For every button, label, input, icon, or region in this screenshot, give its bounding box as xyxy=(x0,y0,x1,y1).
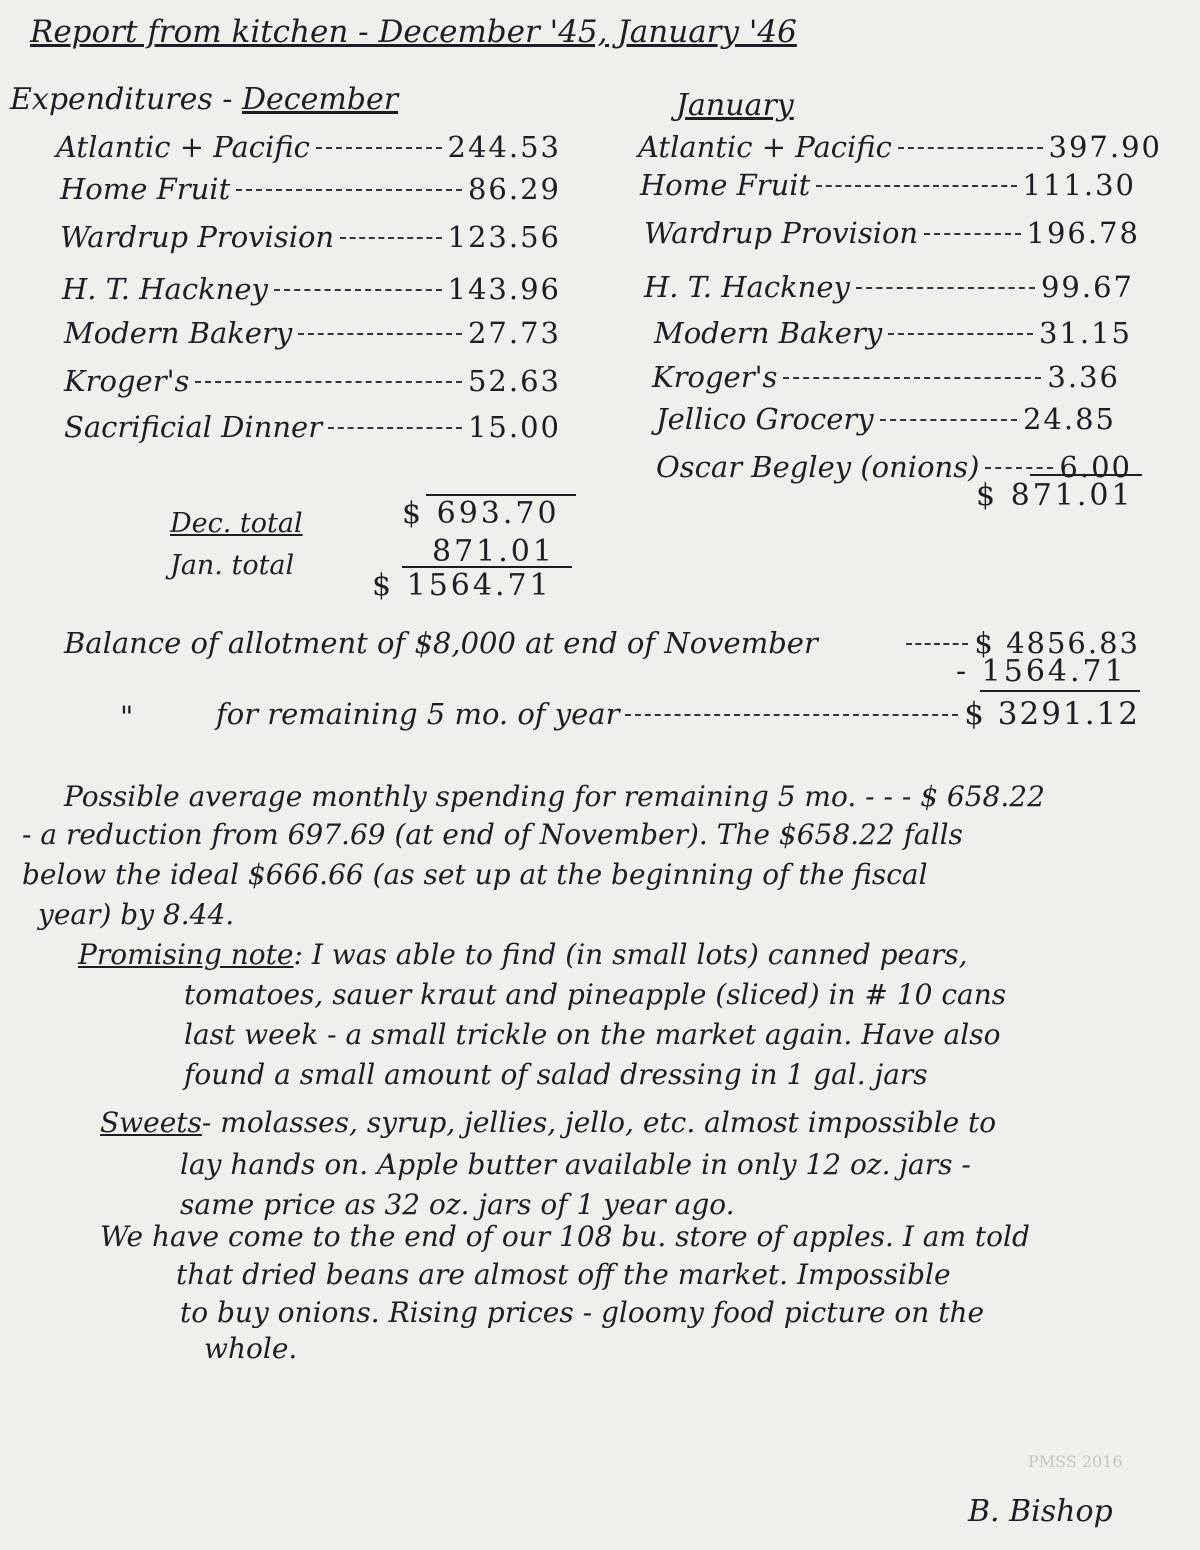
vendor-amount: 31.15 xyxy=(1038,316,1132,350)
leader-dots xyxy=(195,381,462,383)
balance-value-3: $ 3291.12 xyxy=(964,696,1140,732)
leader-dots xyxy=(985,467,1053,469)
vendor-name: Atlantic + Pacific xyxy=(56,130,310,164)
jan-total-label: Jan. total xyxy=(170,550,295,581)
closing-line: We have come to the end of our 108 bu. store of apples. I am told xyxy=(100,1220,1030,1253)
vendor-amount: 123.56 xyxy=(447,220,561,254)
december-row xyxy=(64,364,561,398)
paragraph-line: Possible average monthly spending for remaining 5 mo. - - - $ 658.22 xyxy=(64,780,1045,813)
vendor-amount: 6.00 xyxy=(1059,450,1132,484)
vendor-name: Modern Bakery xyxy=(64,316,293,350)
december-row xyxy=(64,316,561,350)
leader-dots xyxy=(816,185,1016,187)
vendor-amount: 15.00 xyxy=(467,410,561,444)
dec-total-label: Dec. total xyxy=(170,508,303,539)
dec-total-value: $ 693.70 xyxy=(402,496,560,531)
note-line: lay hands on. Apple butter available in only 12 oz. jars - xyxy=(180,1148,971,1181)
note-line: found a small amount of salad dressing in 1 gal. jars xyxy=(184,1058,928,1091)
balance-sum-line xyxy=(980,690,1140,692)
report-title: Report from kitchen - December '45, January '46 xyxy=(30,14,797,50)
vendor-name: H. T. Hackney xyxy=(644,270,850,304)
totals-sum-value: $ 1564.71 xyxy=(372,568,552,603)
leader-dots xyxy=(924,233,1020,235)
leader-dots xyxy=(783,377,1041,379)
vendor-name: H. T. Hackney xyxy=(62,272,268,306)
january-row xyxy=(652,360,1120,394)
vendor-amount: 24.85 xyxy=(1022,402,1116,436)
vendor-name: Kroger's xyxy=(652,360,778,394)
ditto-mark: " xyxy=(120,700,134,734)
december-heading: December xyxy=(241,82,399,117)
vendor-name: Wardrup Provision xyxy=(644,216,919,250)
january-total-value: $ 871.01 xyxy=(976,478,1134,513)
promising-note-line xyxy=(78,938,967,971)
vendor-amount: 99.67 xyxy=(1040,270,1134,304)
december-row xyxy=(60,172,561,206)
leader-dots xyxy=(340,237,441,239)
leader-dots xyxy=(880,419,1017,421)
leader-dots xyxy=(298,333,462,335)
january-row xyxy=(644,270,1134,304)
leader-dots xyxy=(898,147,1043,149)
vendor-name: Kroger's xyxy=(64,364,190,398)
balance-value-2: - 1564.71 xyxy=(956,654,1127,689)
vendor-amount: 397.90 xyxy=(1048,130,1162,164)
vendor-name: Oscar Begley (onions) xyxy=(656,450,980,484)
archive-stamp: PMSS 2016 xyxy=(1028,1452,1123,1471)
paragraph-line: below the ideal $666.66 (as set up at the beginning of the fiscal xyxy=(22,858,928,891)
paragraph-line: year) by 8.44. xyxy=(38,898,235,931)
vendor-amount: 143.96 xyxy=(447,272,561,306)
vendor-amount: 52.63 xyxy=(467,364,561,398)
december-row xyxy=(64,410,561,444)
january-row xyxy=(644,216,1140,250)
vendor-amount: 196.78 xyxy=(1026,216,1140,250)
note-line: same price as 32 oz. jars of 1 year ago. xyxy=(180,1188,735,1221)
closing-line: that dried beans are almost off the market. Impossible xyxy=(176,1258,951,1291)
january-row xyxy=(656,402,1116,436)
december-row xyxy=(62,272,561,306)
vendor-amount: 86.29 xyxy=(467,172,561,206)
vendor-amount: 3.36 xyxy=(1047,360,1120,394)
leader-dots xyxy=(316,147,442,149)
vendor-amount: 244.53 xyxy=(447,130,561,164)
vendor-name: Sacrificial Dinner xyxy=(64,410,323,444)
vendor-amount: 111.30 xyxy=(1022,168,1136,202)
vendor-name: Jellico Grocery xyxy=(656,402,874,436)
paragraph-line: - a reduction from 697.69 (at end of November). The $658.22 falls xyxy=(22,818,963,851)
vendor-name: Wardrup Provision xyxy=(60,220,335,254)
december-row xyxy=(60,220,561,254)
leader-dots xyxy=(328,427,462,429)
vendor-name: Home Fruit xyxy=(60,172,231,206)
vendor-name: Modern Bakery xyxy=(654,316,883,350)
promising-note-label: Promising note xyxy=(78,938,294,971)
sweets-line xyxy=(100,1106,996,1139)
sweets-label: Sweets xyxy=(100,1106,202,1139)
january-sum-line xyxy=(1030,474,1142,476)
balance-line-2-row xyxy=(216,696,1140,732)
expenditures-heading xyxy=(10,82,398,117)
leader-dots xyxy=(625,714,958,716)
promising-note-text: : I was able to find (in small lots) canned pears, xyxy=(293,938,968,971)
december-row xyxy=(56,130,561,164)
leader-dots xyxy=(888,333,1033,335)
balance-line-1: Balance of allotment of $8,000 at end of November xyxy=(64,626,818,660)
leader-dots xyxy=(906,643,968,645)
note-line: tomatoes, sauer kraut and pineapple (sliced) in # 10 cans xyxy=(184,978,1007,1011)
leader-dots xyxy=(236,189,462,191)
balance-line-2: for remaining 5 mo. of year xyxy=(216,697,620,731)
note-line: last week - a small trickle on the market again. Have also xyxy=(184,1018,1001,1051)
vendor-name: Home Fruit xyxy=(640,168,811,202)
leader-dots xyxy=(274,289,442,291)
january-row xyxy=(640,168,1136,202)
leader-dots xyxy=(856,287,1035,289)
jan-total-value: 871.01 xyxy=(432,534,555,569)
balance-value-1: $ 4856.83 xyxy=(974,626,1140,660)
vendor-name: Atlantic + Pacific xyxy=(638,130,892,164)
closing-line: whole. xyxy=(204,1332,298,1365)
expenditures-label: Expenditures - xyxy=(10,82,233,117)
january-row xyxy=(638,130,1162,164)
signature: B. Bishop xyxy=(968,1494,1113,1529)
january-row xyxy=(654,316,1132,350)
closing-line: to buy onions. Rising prices - gloomy food picture on the xyxy=(180,1296,985,1329)
january-heading: January xyxy=(676,88,794,123)
sweets-text: - molasses, syrup, jellies, jello, etc. almost impossible to xyxy=(201,1106,997,1139)
vendor-amount: 27.73 xyxy=(467,316,561,350)
